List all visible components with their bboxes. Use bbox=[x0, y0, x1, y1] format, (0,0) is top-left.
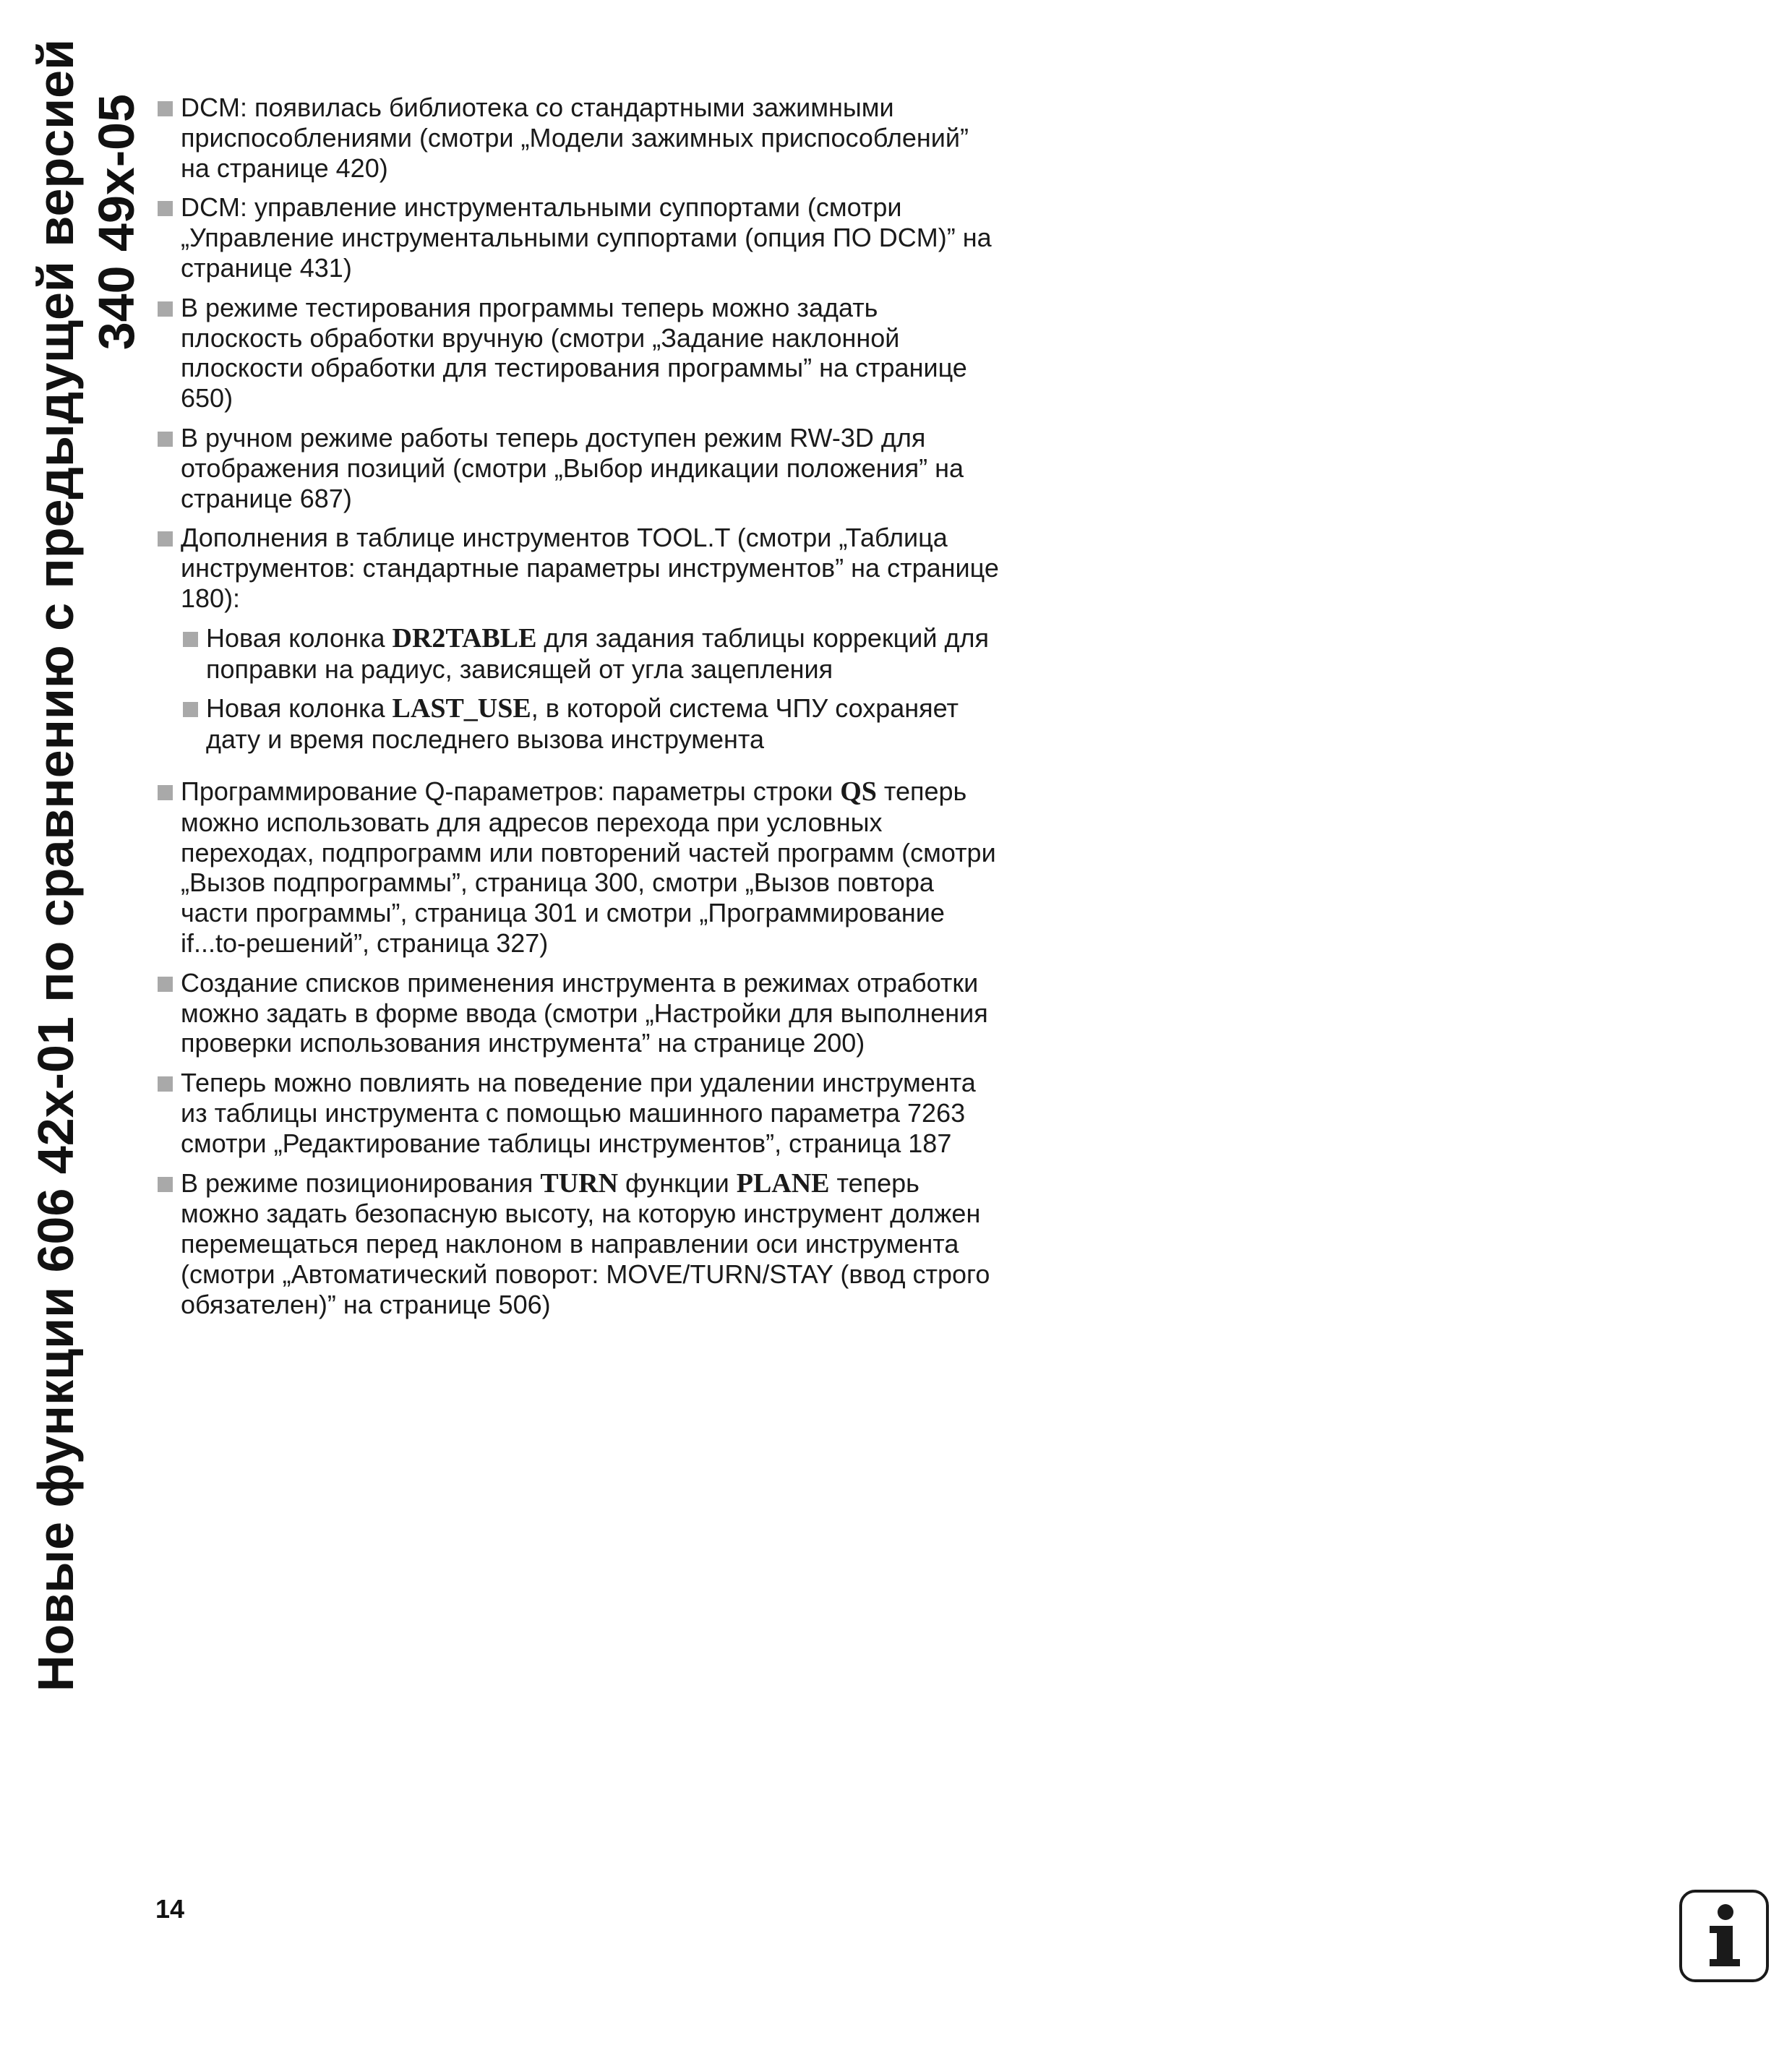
item-text: Создание списков применения инструмента в режимах отработки можно задать в форме ввода (смотри „Настройки для выполнения проверки использования инструмента” на странице 200) bbox=[181, 967, 988, 1058]
column-name-code: DR2TABLE bbox=[392, 622, 537, 654]
item-text: В режиме позиционирования bbox=[181, 1167, 541, 1198]
square-bullet-icon bbox=[158, 432, 173, 447]
list-item bbox=[155, 93, 1001, 183]
square-bullet-icon bbox=[158, 1177, 173, 1192]
list-item bbox=[155, 776, 1001, 959]
square-bullet-icon bbox=[158, 531, 173, 547]
keyword-code: PLANE bbox=[736, 1167, 830, 1199]
item-text: DCM: появилась библиотека со стандартными зажимными приспособлениями (смотри „Модели зажимных приспособлений” на странице 420) bbox=[181, 93, 969, 183]
sub-list bbox=[181, 623, 1001, 755]
list-item bbox=[155, 423, 1001, 513]
list-item bbox=[155, 1168, 1001, 1320]
feature-list bbox=[155, 93, 1001, 1319]
sub-item-text: Новая колонка bbox=[206, 693, 393, 724]
side-title-line2: 340 49x-05 bbox=[88, 94, 145, 351]
sub-item-text: для задания таблицы коррекций для поправки на радиус, зависящей от угла зацепления bbox=[206, 622, 990, 684]
item-text: В режиме тестирования программы теперь можно задать плоскость обработки вручную (смотри „Задание наклонной плоскости обработки для тестирования программы” на странице 650) bbox=[181, 292, 967, 414]
sub-list-item bbox=[181, 693, 1001, 755]
list-item bbox=[155, 968, 1001, 1058]
square-bullet-icon bbox=[158, 785, 173, 800]
square-bullet-icon bbox=[158, 1076, 173, 1092]
list-item bbox=[155, 523, 1001, 755]
info-glyph-icon bbox=[1682, 1893, 1766, 1979]
square-bullet-icon bbox=[158, 301, 173, 317]
side-title-line1: Новые функции 606 42x-01 по сравнению с предыдущей версией bbox=[27, 38, 84, 1692]
sub-item-text: Новая колонка bbox=[206, 622, 393, 653]
keyword-code: TURN bbox=[540, 1167, 619, 1199]
item-text: теперь можно задать безопасную высоту, на которую инструмент должен перемещаться перед наклоном в направлении оси инструмента (смотри „Автоматический поворот: MOVE/TURN/STAY (ввод строго обязателен)” на странице 506) bbox=[181, 1167, 990, 1319]
square-bullet-icon bbox=[158, 977, 173, 992]
item-text: функции bbox=[618, 1167, 737, 1198]
item-text: Теперь можно повлиять на поведение при удалении инструмента из таблицы инструмента с помощью машинного параметра 7263 смотри „Редактирование таблицы инструментов”, страница 187 bbox=[181, 1068, 976, 1158]
item-text: В ручном режиме работы теперь доступен режим RW-3D для отображения позиций (смотри „Выбор индикации положения” на странице 687) bbox=[181, 422, 964, 513]
item-text: Программирование Q-параметров: параметры строки bbox=[181, 776, 841, 806]
square-bullet-icon bbox=[183, 702, 198, 717]
item-text: DCM: управление инструментальными суппортами (смотри „Управление инструментальными суппортами (опция ПО DCM)” на странице 431) bbox=[181, 192, 992, 283]
sub-list-item bbox=[181, 623, 1001, 685]
item-text: Дополнения в таблице инструментов TOOL.T (смотри „Таблица инструментов: стандартные параметры инструментов” на странице 180): bbox=[181, 523, 999, 613]
square-bullet-icon bbox=[158, 101, 173, 116]
list-item bbox=[155, 1068, 1001, 1158]
square-bullet-icon bbox=[158, 201, 173, 216]
page-number: 14 bbox=[155, 1894, 185, 1924]
sub-item-text: , в которой система ЧПУ сохраняет дату и время последнего вызова инструмента bbox=[206, 693, 959, 755]
item-text: теперь можно использовать для адресов перехода при условных переходах, подпрограмм или повторений частей программ (смотри „Вызов подпрограммы”, страница 300, смотри „Вызов повтора части программы”, страница 301 и смотри „Программирование if...to-решений”, страница 327) bbox=[181, 776, 996, 958]
list-item bbox=[155, 293, 1001, 414]
column-name-code: LAST_USE bbox=[392, 693, 531, 724]
keyword-code: QS bbox=[840, 776, 877, 807]
main-content bbox=[155, 93, 1001, 1329]
list-item bbox=[155, 192, 1001, 283]
info-icon bbox=[1679, 1890, 1769, 1982]
square-bullet-icon bbox=[183, 632, 198, 647]
